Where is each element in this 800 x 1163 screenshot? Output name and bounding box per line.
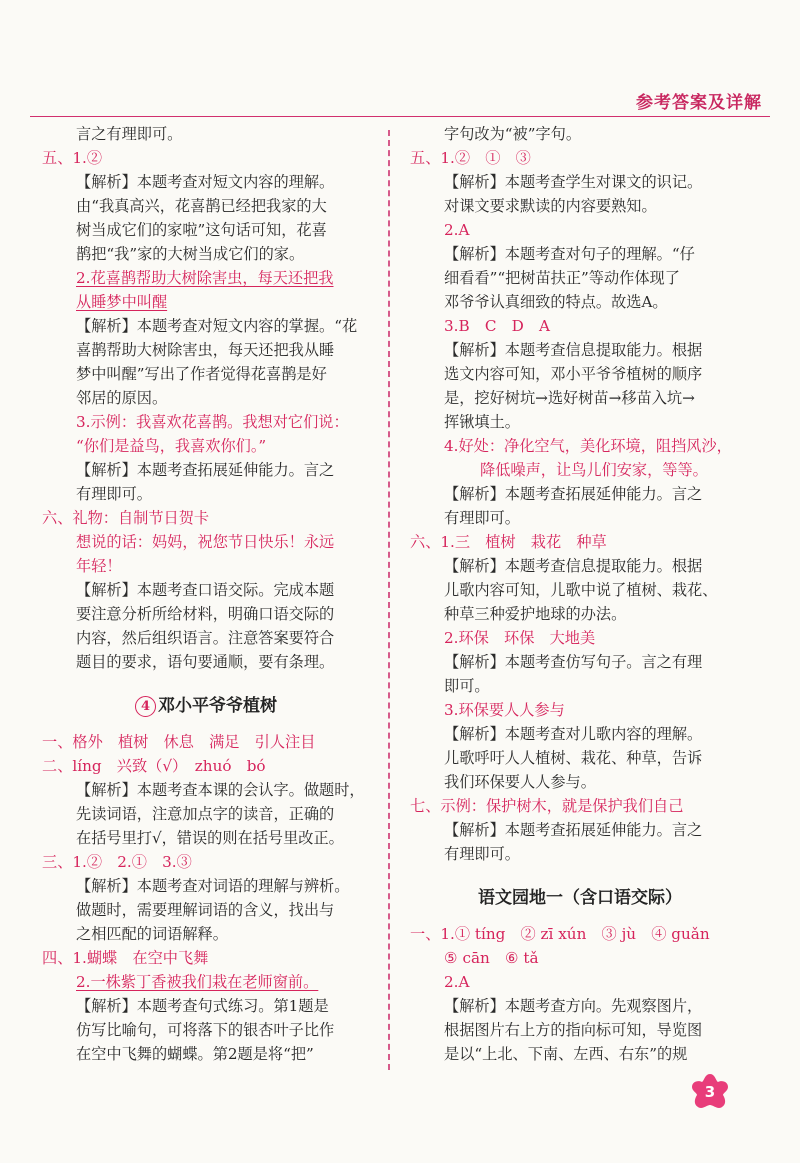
analysis-line: 梦中叫醒”写出了作者觉得花喜鹊是好 [76,365,327,383]
answer-line: 字句改为“被”字句。 [444,125,582,143]
analysis-line: 【解析】本题考查信息提取能力。根据 [444,341,703,359]
answer-line: 言之有理即可。 [76,125,183,143]
analysis-line: 之相匹配的词语解释。 [76,925,228,943]
answer-line: 四、1.蝴蝶 在空中飞舞 [42,949,209,967]
analysis-line: 【解析】本题考查句式练习。第1题是 [76,997,329,1015]
answer-line: 一、1.① tíng ② zī xún ③ jù ④ guǎn [410,925,710,943]
analysis-line: 【解析】本题考查拓展延伸能力。言之 [444,821,703,839]
answer-line: 4.好处：净化空气，美化环境，阻挡风沙， [444,437,732,455]
answer-line: 一、格外 植树 休息 满足 引人注目 [42,733,316,751]
analysis-line: 挥锹填土。 [444,413,520,431]
analysis-line: 【解析】本题考查对儿歌内容的理解。 [444,725,703,743]
analysis-line: 【解析】本题考查仿写句子。言之有理 [444,653,703,671]
answer-line: 五、1.② [42,149,103,167]
analysis-line: 种草三种爱护地球的办法。 [444,605,627,623]
analysis-line: 【解析】本题考查对短文内容的理解。 [76,173,335,191]
answer-line: 五、1.② ① ③ [410,149,531,167]
analysis-line: 先读词语，注意加点字的读音，正确的 [76,805,335,823]
analysis-line: 树当成它们的家啦”这句话可知，花喜 [76,221,327,239]
left-column [42,122,370,1066]
analysis-line: 对课文要求默读的内容要熟知。 [444,197,657,215]
analysis-line: 要注意分析所给材料，明确口语交际的 [76,605,335,623]
analysis-line: 内容，然后组织语言。注意答案要符合 [76,629,335,647]
analysis-line: 有理即可。 [444,845,520,863]
section-title-text: 邓小平爷爷植树 [158,696,277,716]
answer-line: 2.A [444,973,470,991]
answer-line: 降低噪声，让鸟儿们安家，等等。 [480,461,708,479]
analysis-line: 在空中飞舞的蝴蝶。第2题是将“把” [76,1045,314,1063]
answer-line: 六、礼物：自制节日贺卡 [42,509,210,527]
answer-line: 2.环保 环保 大地美 [444,629,596,647]
analysis-line: 我们环保要人人参与。 [444,773,596,791]
answer-line: 六、1.三 植树 栽花 种草 [410,533,607,551]
answer-line: 2.A [444,221,470,239]
analysis-line: 由“我真高兴，花喜鹊已经把我家的大 [76,197,327,215]
page-number: 3 [704,1083,716,1101]
answer-line: 年轻！ [76,557,122,575]
analysis-line: 即可。 [444,677,490,695]
answer-line: 二、líng 兴致（√） zhuó bó [42,757,266,775]
answer-line: “你们是益鸟，我喜欢你们。” [76,437,267,455]
analysis-line: 鹊把“我”家的大树当成它们的家。 [76,245,305,263]
answer-line: 从睡梦中叫醒 [76,293,168,311]
answer-line: 3.B C D A [444,317,550,335]
right-column [410,122,750,1066]
answer-line: ⑤ cān ⑥ tǎ [444,949,539,967]
section-title [42,686,370,726]
analysis-line: 【解析】本题考查信息提取能力。根据 [444,557,703,575]
analysis-line: 喜鹊帮助大树除害虫，每天还把我从睡 [76,341,335,359]
analysis-line: 【解析】本题考查对词语的理解与辨析。 [76,877,350,895]
analysis-line: 【解析】本题考查对句子的理解。“仔 [444,245,695,263]
analysis-line: 【解析】本题考查拓展延伸能力。言之 [444,485,703,503]
analysis-line: 选文内容可知，邓小平爷爷植树的顺序 [444,365,703,383]
answer-line: 2.花喜鹊帮助大树除害虫，每天还把我 [76,269,334,287]
analysis-line: 做题时，需要理解词语的含义，找出与 [76,901,335,919]
analysis-line: 儿歌内容可知，儿歌中说了植树、栽花、 [444,581,718,599]
analysis-line: 儿歌呼吁人人植树、栽花、种草，告诉 [444,749,703,767]
header-rule [30,116,770,117]
header-title: 参考答案及详解 [636,93,762,113]
answer-line: 3.示例：我喜欢花喜鹊。我想对它们说： [76,413,349,431]
analysis-line: 有理即可。 [76,485,152,503]
analysis-line: 【解析】本题考查拓展延伸能力。言之 [76,461,335,479]
analysis-line: 【解析】本题考查学生对课文的识记。 [444,173,703,191]
answer-line: 2.一株紫丁香被我们栽在老师窗前。 [76,973,319,991]
answer-line: 3.环保要人人参与 [444,701,565,719]
analysis-line: 是，挖好树坑→选好树苗→移苗入坑→ [444,389,695,407]
section-title: 语文园地一（含口语交际） [478,888,682,908]
analysis-line: 细看看”“把树苗扶正”等动作体现了 [444,269,680,287]
analysis-line: 在括号里打√，错误的则在括号里改正。 [76,829,344,847]
analysis-line: 邻居的原因。 [76,389,168,407]
analysis-line: 【解析】本题考查对短文内容的掌握。“花 [76,317,358,335]
analysis-line: 【解析】本题考查方向。先观察图片， [444,997,703,1015]
analysis-line: 题目的要求，语句要通顺，要有条理。 [76,653,335,671]
section-number: 4 [135,696,156,717]
answer-line: 三、1.② 2.① 3.③ [42,853,192,871]
analysis-line: 根据图片右上方的指向标可知，导览图 [444,1021,703,1039]
analysis-line: 仿写比喻句，可将落下的银杏叶子比作 [76,1021,335,1039]
analysis-line: 【解析】本题考查本课的会认字。做题时， [76,781,365,799]
answer-line: 七、示例：保护树木，就是保护我们自己 [410,797,684,815]
page-number-badge [690,1072,730,1112]
answer-line: 想说的话：妈妈，祝您节日快乐！永远 [76,533,335,551]
column-divider [388,130,390,1070]
analysis-line: 邓爷爷认真细致的特点。故选A。 [444,293,668,311]
analysis-line: 【解析】本题考查口语交际。完成本题 [76,581,335,599]
page-header [0,84,800,118]
analysis-line: 有理即可。 [444,509,520,527]
analysis-line: 是以“上北、下南、左西、右东”的规 [444,1045,688,1063]
